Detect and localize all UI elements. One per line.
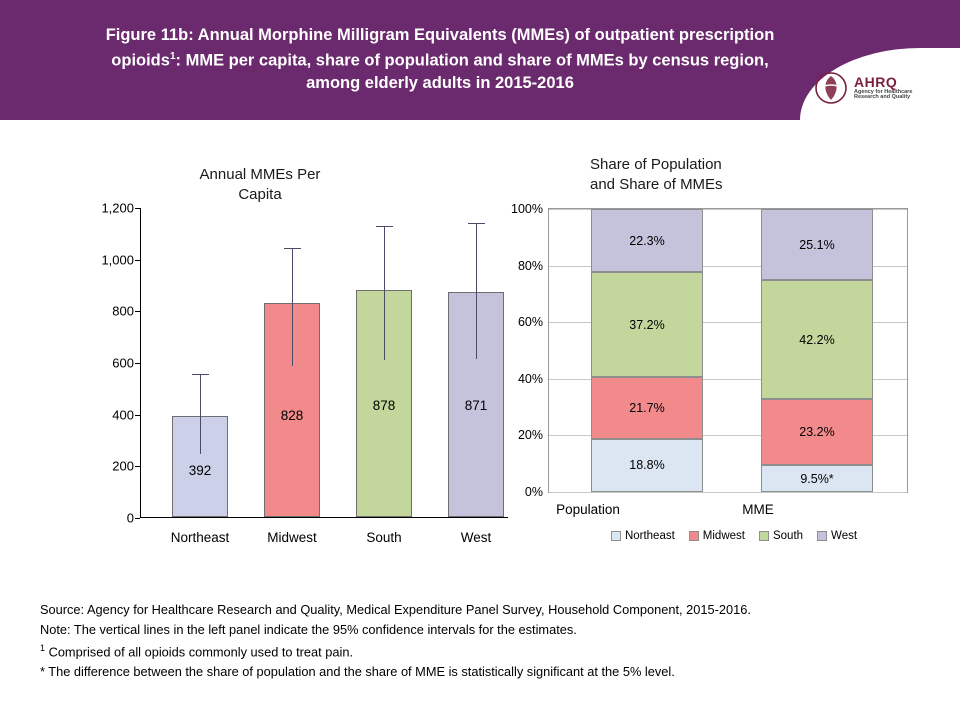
y-tick-label: 200 xyxy=(112,458,134,474)
ci-cap-top-northeast xyxy=(192,374,209,375)
y-tick-label: 60% xyxy=(517,315,543,330)
left-chart-title xyxy=(130,165,390,205)
ci-line-west xyxy=(476,224,477,359)
logo-text xyxy=(854,75,912,101)
y-tick-label: 600 xyxy=(112,355,134,371)
x-category-label-midwest: Midwest xyxy=(267,530,317,545)
ci-line-south xyxy=(384,227,385,360)
y-tick-label: 0 xyxy=(126,510,134,526)
gridline-0 xyxy=(549,492,907,493)
segment-west-mme[interactable] xyxy=(761,209,873,280)
segment-midwest-population[interactable] xyxy=(591,377,703,438)
segment-northeast-population[interactable] xyxy=(591,439,703,492)
ci-line-northeast xyxy=(200,375,201,454)
right-chart-title-line-1: Share of Population xyxy=(590,156,722,173)
segment-label: 22.3% xyxy=(629,233,665,248)
segment-northeast-mme[interactable] xyxy=(761,465,873,492)
right-plot-area xyxy=(511,202,908,499)
legend-label-south: South xyxy=(772,530,804,542)
legend-label-northeast: Northeast xyxy=(624,530,675,542)
title-line-3: among elderly adults in 2015-2016 xyxy=(306,73,574,92)
right-chart-title-line-2: and Share of MMEs xyxy=(590,176,723,193)
y-tick-label: 40% xyxy=(517,371,543,386)
legend-swatch-south xyxy=(759,531,769,541)
legend-item-west[interactable] xyxy=(817,530,857,542)
bar-value-northeast: 392 xyxy=(188,463,212,478)
segment-label: 21.7% xyxy=(629,401,665,416)
y-tick-label: 1,000 xyxy=(101,252,134,268)
x-category-label-west: West xyxy=(460,530,492,545)
segment-south-mme[interactable] xyxy=(761,280,873,399)
y-tick-label: 20% xyxy=(517,428,543,443)
y-tick-label: 800 xyxy=(112,303,134,319)
legend-item-south[interactable] xyxy=(759,530,803,542)
bar-value-south: 878 xyxy=(372,398,396,413)
logo-sub-line-1: Agency for Healthcare xyxy=(854,88,913,95)
logo-name: AHRQ xyxy=(854,73,898,90)
x-category-label-population: Population xyxy=(556,502,620,517)
segment-south-population[interactable] xyxy=(591,272,703,377)
y-axis-line xyxy=(140,208,141,518)
legend-swatch-midwest xyxy=(689,531,699,541)
x-axis-line xyxy=(140,517,508,518)
legend-item-midwest[interactable] xyxy=(689,530,745,542)
legend-swatch-west xyxy=(817,531,827,541)
footnote-1-marker: 1 xyxy=(40,643,46,653)
y-tick-label: 80% xyxy=(517,258,543,273)
ci-line-midwest xyxy=(292,249,293,367)
ci-cap-top-south xyxy=(376,226,393,227)
legend-swatch-northeast xyxy=(611,531,621,541)
y-tick-label: 0% xyxy=(524,485,543,499)
ci-cap-top-west xyxy=(468,223,485,224)
legend-item-northeast[interactable] xyxy=(611,530,675,542)
segment-label: 9.5%* xyxy=(800,471,834,486)
segment-label: 37.2% xyxy=(629,317,665,332)
segment-label: 42.2% xyxy=(799,332,835,347)
title-line-2b: : MME per capita, share of population and share of MMEs by census region, xyxy=(175,51,769,70)
footnote-source: Source: Agency for Healthcare Research and Quality, Medical Expenditure Panel Survey, Household Component, 2015-2016. xyxy=(40,602,751,617)
left-chart-title-line-2: Capita xyxy=(238,186,282,203)
title-line-1: Figure 11b: Annual Morphine Milligram Equivalents (MMEs) of outpatient prescription xyxy=(105,26,775,44)
segment-label: 25.1% xyxy=(799,237,835,252)
ci-cap-top-midwest xyxy=(284,248,301,249)
segment-label: 18.8% xyxy=(629,458,665,473)
segment-label: 23.2% xyxy=(799,425,835,440)
header-banner xyxy=(0,0,960,120)
left-plot-area xyxy=(101,200,508,526)
x-category-label-northeast: Northeast xyxy=(170,530,230,545)
annual-mmes-per-capita-chart xyxy=(40,200,492,560)
right-chart-title xyxy=(590,155,850,195)
segment-midwest-mme[interactable] xyxy=(761,399,873,465)
page-title xyxy=(40,24,840,94)
segment-west-population[interactable] xyxy=(591,209,703,272)
stacked-bar-mme[interactable] xyxy=(761,209,873,492)
legend-label-west: West xyxy=(831,530,858,542)
share-of-population-and-mmes-chart xyxy=(490,200,930,560)
footnote-2: * The difference between the share of population and the share of MME is statistically significant at the 5% level. xyxy=(40,663,675,679)
y-tick-label: 400 xyxy=(112,407,134,423)
ahrq-logo xyxy=(814,66,946,110)
bar-value-west: 871 xyxy=(464,398,488,413)
footnote-1 xyxy=(40,639,930,662)
logo-sub-line-2: Research and Quality xyxy=(854,94,911,101)
chart-legend xyxy=(554,530,914,542)
title-line-2a: opioids xyxy=(111,51,170,70)
x-category-label-mme: MME xyxy=(742,502,774,517)
footnote-note: Note: The vertical lines in the left panel indicate the 95% confidence intervals for the estimates. xyxy=(40,621,577,637)
y-tick-label: 1,200 xyxy=(101,200,134,216)
bar-value-midwest: 828 xyxy=(280,408,304,423)
legend-label-midwest: Midwest xyxy=(702,530,745,542)
footnote-1-text: Comprised of all opioids commonly used to treat pain. xyxy=(45,644,354,660)
x-category-label-south: South xyxy=(366,530,402,545)
y-tick-label: 100% xyxy=(511,202,543,216)
left-chart-title-line-1: Annual MMEs Per xyxy=(199,166,321,183)
title-superscript: 1 xyxy=(169,51,176,62)
hhs-seal-icon xyxy=(814,71,848,105)
stacked-bar-population[interactable] xyxy=(591,209,703,492)
footnotes xyxy=(40,600,930,681)
